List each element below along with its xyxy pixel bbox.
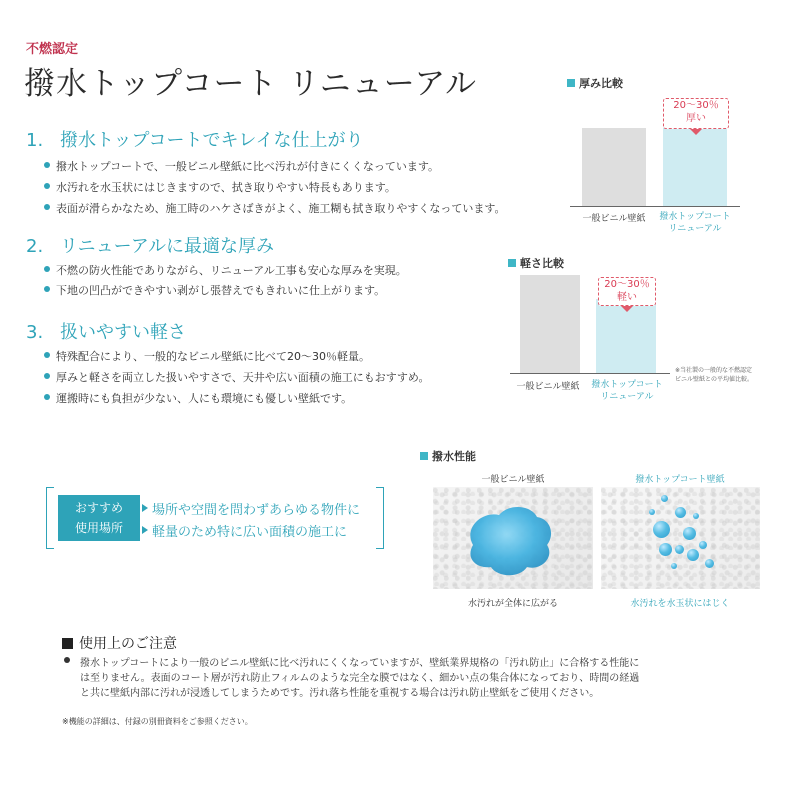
weight-bar-standard — [520, 275, 580, 373]
thickness-bar-standard — [582, 128, 646, 206]
certification-badge: 不燃認定 — [26, 42, 79, 57]
weight-chart-baseline — [510, 373, 670, 374]
recommend-item-2: 軽量のため特に広い面積の施工に — [152, 521, 347, 540]
chart-marker-icon — [508, 259, 516, 267]
feature-2-heading — [26, 232, 274, 258]
feature-2-number: 2. — [26, 236, 44, 257]
caution-line-2: は至りません。表面のコート層が汚れ防止フィルムのような完全な膜ではなく、細かい点の集合体になっており、時間の経過 — [80, 673, 640, 684]
water-droplet-icon — [649, 509, 655, 515]
photo-repellent-wallpaper — [601, 487, 760, 589]
feature-3-bullet-3: 運搬時にも負担が少ない、人にも環境にも優しい壁紙です。 — [56, 392, 353, 405]
water-droplet-icon — [687, 549, 699, 561]
chart-marker-icon — [567, 79, 575, 87]
feature-3-number: 3. — [26, 322, 44, 343]
recommend-item-1: 場所や空間を問わずあらゆる物件に — [152, 499, 360, 518]
thickness-label-standard: 一般ビニル壁紙 — [582, 214, 646, 224]
caution-bullet-icon — [64, 657, 70, 663]
thickness-chart-title: 厚み比較 — [567, 75, 623, 91]
water-droplet-icon — [693, 513, 699, 519]
feature-2-bullet-1: 不燃の防火性能でありながら、リニューアル工事も安心な厚みを実現。 — [56, 264, 407, 277]
weight-label-renewal: 撥水トップコート リニューアル — [591, 380, 663, 402]
water-droplet-icon — [683, 527, 696, 540]
feature-3-bullet-2: 厚みと軽さを両立した扱いやすさで、天井や広い面積の施工にもおすすめ。 — [56, 371, 430, 384]
water-droplet-icon — [705, 559, 714, 568]
feature-2-bullet-2: 下地の凹凸ができやすい剥がし張替えでもきれいに仕上がります。 — [56, 284, 386, 297]
feature-3-bullet-1: 特殊配合により、一般的なビニル壁紙に比べて20～30％軽量。 — [56, 350, 370, 363]
bracket-left — [46, 487, 54, 549]
water-spread-icon — [433, 487, 593, 589]
section-marker-icon — [420, 452, 428, 460]
caution-line-1: 撥水トップコートにより一般のビニル壁紙に比べ汚れにくくなっていますが、壁紙業界規格の「汚れ防止」に合格する性能に — [80, 658, 640, 669]
thickness-chart-baseline — [570, 206, 740, 207]
recommend-box — [46, 487, 384, 549]
water-droplet-icon — [699, 541, 707, 549]
footnote: ※機能の詳細は、付録の別冊資料をご参照ください。 — [62, 717, 253, 726]
water-droplet-icon — [675, 507, 686, 518]
weight-chart-title: 軽さ比較 — [508, 255, 564, 271]
recommend-label: おすすめ 使用場所 — [58, 495, 140, 541]
water-droplet-icon — [659, 543, 672, 556]
feature-1-heading — [26, 126, 363, 152]
feature-1-bullet-2: 水汚れを水玉状にはじきますので、拭き取りやすい特長もあります。 — [56, 181, 396, 194]
feature-1-bullet-3: 表面が滑らかなため、施工時のハケさばきがよく、施工糊も拭き取りやすくなっています。 — [56, 202, 506, 215]
bracket-right — [376, 487, 384, 549]
caution-line-3: と共に壁紙内部に汚れが浸透してしまうためです。汚れ落ち性能を重視する場合は汚れ防止壁紙をご使用ください。 — [80, 688, 600, 699]
water-droplet-icon — [661, 495, 668, 502]
feature-3-title: 扱いやすい軽さ — [60, 322, 186, 343]
feature-1-title: 撥水トップコートでキレイな仕上がり — [60, 130, 364, 151]
water-right-caption: 水汚れを水玉状にはじく — [630, 599, 730, 609]
water-right-title: 撥水トップコート壁紙 — [635, 475, 725, 485]
thickness-label-renewal: 撥水トップコート リニューアル — [659, 212, 731, 234]
thickness-callout: 20～30％ 厚い — [663, 98, 729, 129]
water-left-caption: 水汚れが全体に広がる — [467, 599, 558, 609]
caution-marker-icon — [62, 638, 73, 649]
caution-heading: 使用上のご注意 — [62, 633, 177, 653]
feature-2-title: リニューアルに最適な厚み — [60, 236, 275, 257]
weight-chart-note: ※当社製の一般的な不燃認定 ビニル壁紙との平均値比較。 — [675, 367, 754, 383]
caution-body — [80, 656, 700, 701]
water-section-title: 撥水性能 — [420, 448, 476, 464]
water-droplet-icon — [653, 521, 670, 538]
feature-3-heading — [26, 318, 186, 344]
water-droplet-icon — [675, 545, 684, 554]
weight-callout: 20～30％ 軽い — [598, 277, 656, 306]
feature-1-number: 1. — [26, 130, 44, 151]
feature-1-bullet-1: 撥水トップコートで、一般ビニル壁紙に比べ汚れが付きにくくなっています。 — [56, 160, 440, 173]
photo-standard-wallpaper — [433, 487, 593, 589]
weight-label-standard: 一般ビニル壁紙 — [516, 382, 580, 392]
water-left-title: 一般ビニル壁紙 — [481, 475, 545, 485]
page-title: 撥水トップコート リニューアル — [24, 66, 477, 102]
water-droplet-icon — [671, 563, 677, 569]
